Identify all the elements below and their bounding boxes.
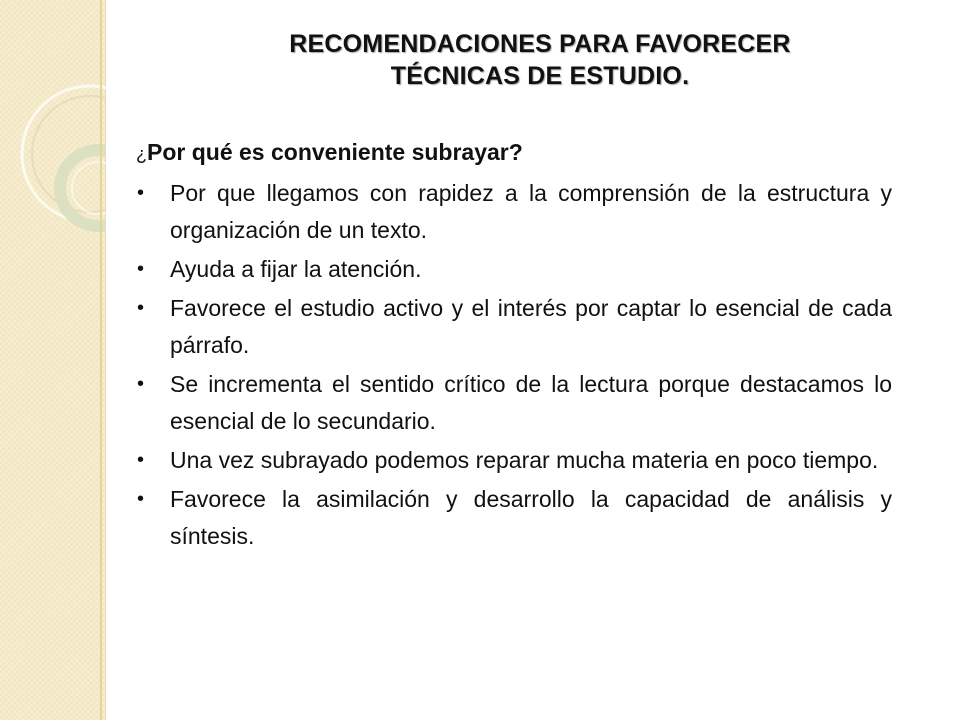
question-text: Por qué es conveniente subrayar? — [147, 139, 523, 165]
list-item-text: Se incrementa el sentido crítico de la lectura porque destacamos lo esencial de lo secundario. — [170, 371, 892, 434]
decorative-side-panel — [0, 0, 106, 720]
question-heading — [136, 134, 892, 173]
side-panel-edge — [100, 0, 102, 720]
slide-title-line-1: RECOMENDACIONES PARA FAVORECER — [289, 30, 791, 58]
bullet-icon: • — [137, 373, 145, 395]
slide-content — [136, 134, 892, 557]
bullet-icon: • — [137, 297, 145, 319]
decorative-circles-graphic — [0, 0, 106, 720]
list-item-text: Favorece la asimilación y desarrollo la capacidad de análisis y síntesis. — [170, 486, 892, 549]
list-item — [136, 481, 892, 555]
question-inverted-mark: ¿ — [136, 144, 147, 164]
list-item-text: Por que llegamos con rapidez a la comprensión de la estructura y organización de un texto. — [170, 180, 892, 243]
bullet-icon: • — [137, 488, 145, 510]
list-item-text: Una vez subrayado podemos reparar mucha materia en poco tiempo. — [170, 447, 879, 473]
bullet-icon: • — [137, 449, 145, 471]
slide-title-line-2: TÉCNICAS DE ESTUDIO. — [390, 62, 690, 90]
list-item — [136, 175, 892, 249]
list-item — [136, 251, 892, 288]
list-item-text: Favorece el estudio activo y el interés por captar lo esencial de cada párrafo. — [170, 295, 892, 358]
list-item — [136, 366, 892, 440]
reasons-list — [136, 175, 892, 555]
bullet-icon: • — [137, 182, 145, 204]
list-item-text: Ayuda a fijar la atención. — [170, 256, 422, 282]
list-item — [136, 290, 892, 364]
list-item — [136, 442, 892, 479]
slide-title — [180, 28, 900, 92]
bullet-icon: • — [137, 258, 145, 280]
